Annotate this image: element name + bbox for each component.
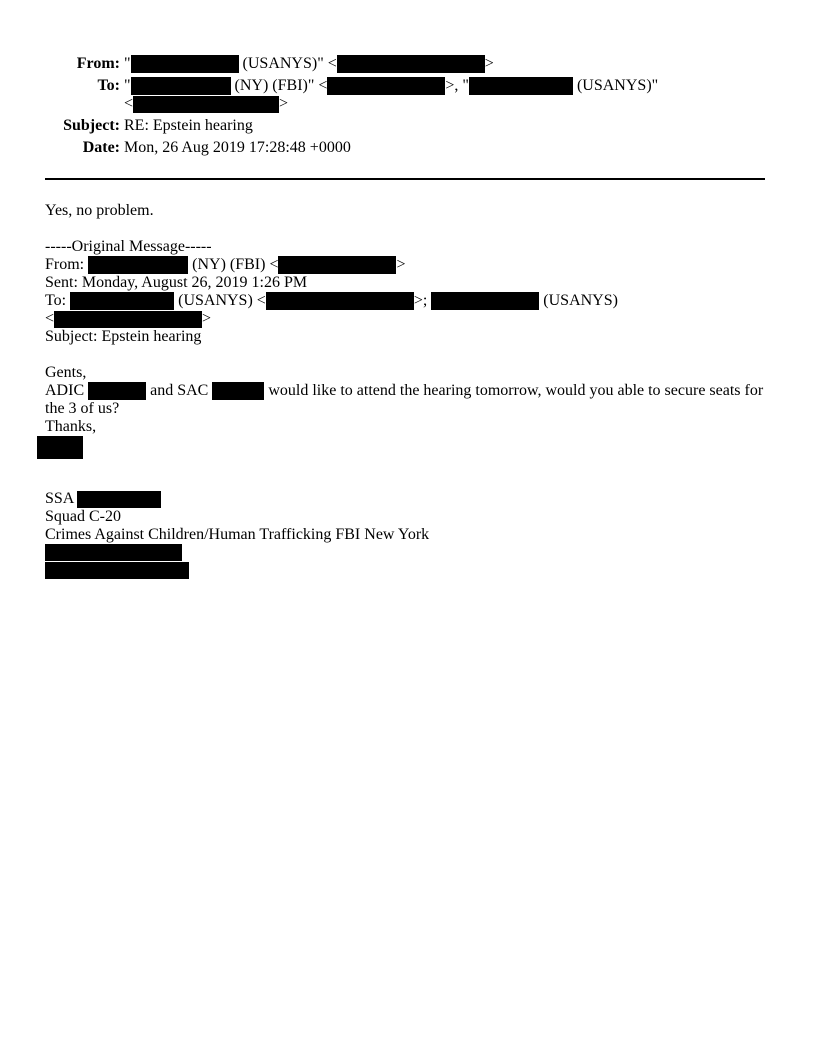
msg-adic: ADIC: [45, 382, 85, 399]
to-value: [124, 77, 658, 95]
date-value: Mon, 26 Aug 2019 17:28:48 +0000: [124, 139, 351, 156]
redaction-block: [131, 77, 231, 95]
orig-to-lt: <: [45, 310, 55, 327]
signature-squad: Squad C-20: [45, 508, 121, 525]
orig-to-org-2: (USANYS): [543, 292, 618, 309]
from-value: [124, 55, 494, 73]
from-org: (USANYS)" <: [242, 55, 337, 72]
redaction-block: [266, 292, 414, 310]
subject-value: RE: Epstein hearing: [124, 117, 253, 134]
orig-subject-line: Subject: Epstein hearing: [45, 328, 202, 345]
reply-text: Yes, no problem.: [45, 202, 154, 219]
redaction-block: [327, 77, 445, 95]
from-label: From:: [76, 55, 120, 72]
subject-label: Subject:: [63, 117, 120, 134]
orig-from-label: From:: [45, 256, 85, 273]
redaction-block: [88, 256, 188, 274]
from-quote: ": [124, 55, 131, 72]
redaction-block: [54, 311, 202, 328]
redaction-block: [133, 96, 279, 113]
orig-from-org: (NY) (FBI) <: [192, 256, 279, 273]
ssa-label: SSA: [45, 490, 74, 507]
msg-rest: would like to attend the hearing tomorrow, would you able to secure seats for: [268, 382, 764, 399]
redaction-block: [37, 436, 83, 459]
orig-from-close: >: [396, 256, 406, 273]
redaction-block: [45, 562, 189, 579]
redaction-block: [70, 292, 174, 310]
redaction-block: [469, 77, 573, 95]
redaction-block: [45, 544, 182, 561]
to-org-2: (USANYS)": [576, 77, 659, 94]
orig-from-line: [45, 256, 406, 274]
redaction-block: [212, 382, 264, 400]
orig-to-line: [45, 292, 618, 310]
orig-to-label: To:: [45, 292, 67, 309]
redaction-block: [431, 292, 539, 310]
redaction-block: [88, 382, 146, 400]
orig-sent-line: Sent: Monday, August 26, 2019 1:26 PM: [45, 274, 308, 291]
message-line-2: the 3 of us?: [45, 400, 120, 417]
redaction-block: [77, 491, 161, 508]
redaction-block: [278, 256, 396, 274]
signature-unit: Crimes Against Children/Human Trafficking FBI New York: [45, 526, 430, 543]
original-message-heading: -----Original Message-----: [45, 238, 212, 255]
orig-to-sep: >;: [413, 292, 428, 309]
header-divider: [45, 178, 765, 180]
to-lt: <: [124, 95, 134, 112]
redaction-block: [337, 55, 485, 73]
msg-and-sac: and SAC: [150, 382, 209, 399]
to-label: To:: [97, 77, 120, 94]
date-label: Date:: [82, 139, 120, 156]
message-line-1: [45, 382, 763, 400]
greeting: Gents,: [45, 364, 87, 381]
orig-to-org-1: (USANYS) <: [178, 292, 266, 309]
thanks: Thanks,: [45, 418, 97, 435]
signature-ssa: [45, 490, 161, 508]
orig-to-close: >: [202, 310, 212, 327]
to-org-1: (NY) (FBI)" <: [234, 77, 328, 94]
from-close: >: [484, 55, 494, 72]
to-value-cont: [124, 95, 288, 113]
to-quote: ": [124, 77, 131, 94]
redaction-block: [131, 55, 239, 73]
orig-to-line-cont: [45, 310, 211, 328]
to-close: >: [279, 95, 289, 112]
to-sep: >, ": [445, 77, 469, 94]
